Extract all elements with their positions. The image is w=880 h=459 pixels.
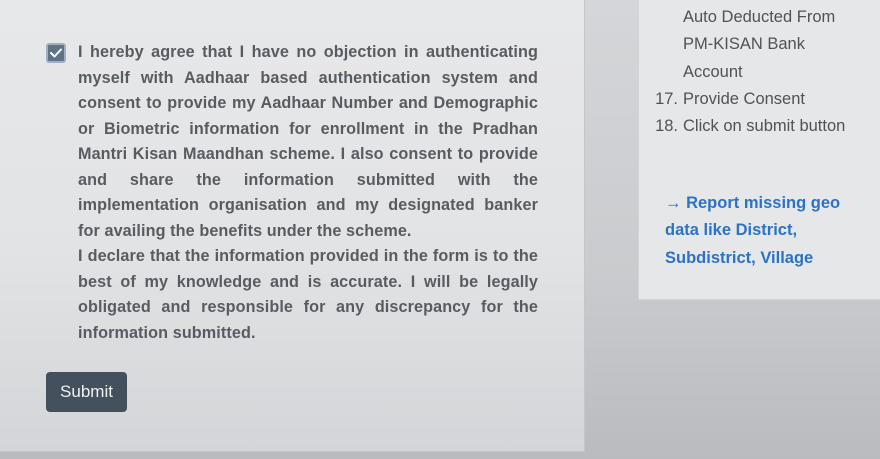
consent-checkbox[interactable] xyxy=(46,43,66,63)
submit-button[interactable]: Submit xyxy=(46,372,127,412)
consent-paragraph-1: I hereby agree that I have no objection in authenticating myself with Aadhaar based authentication system and consent to provide my Aadhaar Number and Demographic or Biometric information for enrollment in the Pradhan Mantri Kisan Maandhan scheme. I also consent to provide and share the information submitted with the implementation organisation and my designated banker for availing the benefits under the scheme. xyxy=(78,43,538,240)
step-number: 17. xyxy=(655,89,678,108)
list-item xyxy=(683,4,863,86)
consent-text xyxy=(78,40,538,346)
check-icon xyxy=(50,48,62,58)
list-item xyxy=(655,86,863,113)
list-item xyxy=(655,113,863,140)
steps-list xyxy=(655,4,863,140)
step-text: Provide Consent xyxy=(683,89,805,108)
step-number: 18. xyxy=(655,117,678,136)
consent-paragraph-2: I declare that the information provided in the form is to the best of my knowledge and is accurate. I will be legally obligated and responsible for any discrepancy for the information submitted. xyxy=(78,247,538,342)
instructions-sidebar xyxy=(638,0,880,300)
step-text: Auto Deducted From PM-KISAN Bank Account xyxy=(683,8,836,81)
report-missing-geo-link[interactable]: → Report missing geo data like District, Subdistrict, Village xyxy=(665,194,841,267)
step-text: Click on submit button xyxy=(683,117,846,136)
step-number xyxy=(649,4,683,86)
